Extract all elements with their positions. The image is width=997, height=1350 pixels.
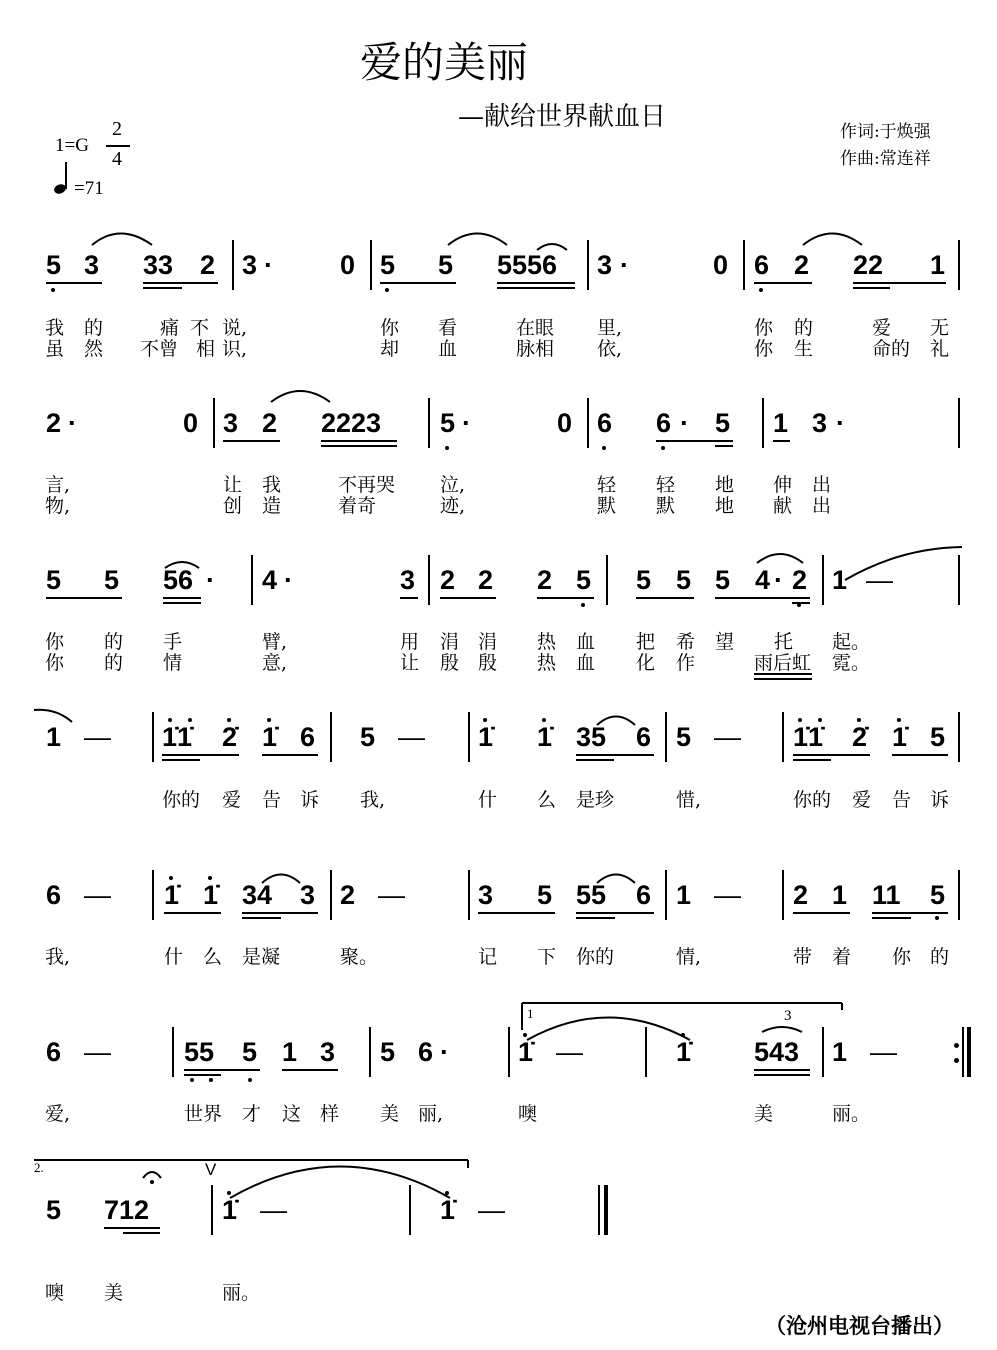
lyric: 言, xyxy=(45,474,71,496)
lyric: 爱 xyxy=(872,317,892,339)
lyric: 献 xyxy=(773,495,793,517)
note: 35 xyxy=(576,722,607,752)
dot: · xyxy=(264,250,273,280)
note: 1 xyxy=(676,880,692,910)
note: 3 xyxy=(300,880,316,910)
lyric: 噢 xyxy=(518,1103,538,1125)
lyric: 我, xyxy=(45,946,71,968)
note: 34 xyxy=(242,880,273,910)
note: 3 xyxy=(597,250,613,280)
lyric: 涓 xyxy=(440,631,460,653)
note: 1̇ xyxy=(262,722,278,752)
lyric: 在眼 xyxy=(516,317,555,339)
tempo-marking: =71 xyxy=(74,178,104,199)
lyric: 才 xyxy=(242,1103,262,1125)
lyric: 不 xyxy=(190,317,210,339)
note: 1 xyxy=(282,1037,298,1067)
note: 1 xyxy=(832,565,848,595)
note: 2 xyxy=(794,250,810,280)
note: 6 xyxy=(636,722,652,752)
note: 56 xyxy=(163,565,194,595)
dash: — xyxy=(714,722,741,752)
lyric: 情, xyxy=(676,946,702,968)
lyric: 的 xyxy=(104,652,124,674)
note: 2 xyxy=(537,565,553,595)
note: 6 xyxy=(46,880,62,910)
dot: · xyxy=(440,1037,449,1067)
note: 1̇ xyxy=(892,722,908,752)
lyric: 伸 xyxy=(773,474,793,496)
lyric: 地 xyxy=(715,495,735,517)
lyric: 你 xyxy=(754,338,774,360)
note: 2 xyxy=(440,565,456,595)
lyric: 雨后虹 xyxy=(754,652,812,674)
dot: · xyxy=(774,565,783,595)
dash: — xyxy=(478,1195,505,1225)
lyric: 是凝 xyxy=(242,946,281,968)
lyric: 你 xyxy=(380,317,400,339)
lyric: 轻 xyxy=(597,474,617,496)
note: 33 xyxy=(143,250,174,280)
lyric: 你的 xyxy=(793,789,832,811)
lyric: 依, xyxy=(597,338,623,360)
lyric: 丽。 xyxy=(222,1282,261,1304)
note: 3 xyxy=(242,250,258,280)
note: 2 xyxy=(340,880,356,910)
dash: — xyxy=(84,1037,111,1067)
dash: — xyxy=(714,880,741,910)
lyric: 噢 xyxy=(45,1282,65,1304)
dot: · xyxy=(836,408,845,438)
triplet-label: 3 xyxy=(784,1008,792,1024)
note: 1̇ xyxy=(478,722,494,752)
dot: · xyxy=(462,408,471,438)
lyric: 么 xyxy=(203,946,223,968)
note: 1̇ xyxy=(518,1037,534,1067)
lyric: 手 xyxy=(163,631,183,653)
note: 2 xyxy=(793,880,809,910)
note: 2 xyxy=(792,565,808,595)
note: 1 xyxy=(930,250,946,280)
lyric: 热 xyxy=(537,652,557,674)
note: 1̇ xyxy=(222,1195,238,1225)
note: 11 xyxy=(872,880,901,910)
lyric: 我 xyxy=(45,317,65,339)
lyric: 样 xyxy=(320,1103,340,1125)
note: 1 xyxy=(773,408,789,438)
note: 4 xyxy=(755,565,771,595)
note: 1 xyxy=(832,1037,848,1067)
note: 1̇ xyxy=(537,722,553,752)
lyric: 让 xyxy=(400,652,420,674)
note: 2 xyxy=(200,250,216,280)
lyric: 这 xyxy=(282,1103,302,1125)
lyric: 臂, xyxy=(262,631,288,653)
song-title: 爱的美丽 xyxy=(360,38,529,87)
note: 1̇1̇ xyxy=(793,722,824,752)
dash: — xyxy=(870,1037,897,1067)
lyric: 地 xyxy=(715,474,735,496)
lyric: 殷 xyxy=(440,652,460,674)
lyric: 是珍 xyxy=(576,789,615,811)
lyric: 希 xyxy=(676,631,696,653)
lyric: 着奇 xyxy=(338,495,377,517)
note: 55 xyxy=(576,880,607,910)
lyric: 爱 xyxy=(222,789,242,811)
lyric: 的 xyxy=(930,946,950,968)
note: 5 xyxy=(380,1037,396,1067)
lyric: 相 xyxy=(196,338,216,360)
volta-2-label: 2. xyxy=(34,1160,44,1175)
note: 4 xyxy=(262,565,278,595)
note: 543 xyxy=(754,1037,800,1067)
lyric: 作 xyxy=(676,652,696,674)
lyric: 你 xyxy=(892,946,912,968)
dot: · xyxy=(680,408,689,438)
lyric: 血 xyxy=(438,338,458,360)
rest: 0 xyxy=(557,408,573,438)
lyric: 什 xyxy=(164,946,184,968)
note: 6 xyxy=(754,250,770,280)
note: 6 xyxy=(636,880,652,910)
note: 3 xyxy=(223,408,239,438)
lyricist-credit: 作词:于焕强 xyxy=(840,122,931,142)
lyric: 然 xyxy=(84,338,104,360)
note: 5 xyxy=(438,250,454,280)
note: 5 xyxy=(380,250,396,280)
lyric: 什 xyxy=(478,789,498,811)
lyric: 爱, xyxy=(45,1103,71,1125)
note: 5 xyxy=(715,408,731,438)
lyric: 痛 xyxy=(160,317,180,339)
lyric: 化 xyxy=(636,652,656,674)
lyric: 造 xyxy=(262,495,282,517)
lyric: 血 xyxy=(576,652,596,674)
dot: · xyxy=(206,565,215,595)
lyric: 告 xyxy=(262,789,282,811)
lyric: 下 xyxy=(537,946,557,968)
song-subtitle: —献给世界献血日 xyxy=(458,102,667,132)
rest: 0 xyxy=(340,250,356,280)
lyric: 不曾 xyxy=(140,338,179,360)
note: 5 xyxy=(676,722,692,752)
lyric: 说, xyxy=(222,317,248,339)
rest: 0 xyxy=(713,250,729,280)
broadcast-note: （沧州电视台播出） xyxy=(765,1313,954,1338)
lyric: 热 xyxy=(537,631,557,653)
lyric: 生 xyxy=(794,338,814,360)
composer-credit: 作曲:常连祥 xyxy=(840,149,931,169)
note: 5 xyxy=(360,722,376,752)
lyric: 你 xyxy=(754,317,774,339)
note: 22 xyxy=(853,250,884,280)
note: 5 xyxy=(676,565,692,595)
dash: — xyxy=(84,722,111,752)
note: 3 xyxy=(478,880,494,910)
lyric: 识, xyxy=(222,338,248,360)
note: 6 xyxy=(46,1037,62,1067)
dash: — xyxy=(84,880,111,910)
note: 1̇ xyxy=(203,880,219,910)
lyric: 殷 xyxy=(478,652,498,674)
lyric: 诉 xyxy=(300,789,320,811)
dash: — xyxy=(556,1037,583,1067)
lyric: 你 xyxy=(45,652,65,674)
lyric: 美 xyxy=(754,1103,774,1125)
note: 2̇ xyxy=(222,722,238,752)
lyric: 着 xyxy=(832,946,852,968)
lyric: 丽, xyxy=(418,1103,444,1125)
lyric: 把 xyxy=(636,631,656,653)
note: 5 xyxy=(104,565,120,595)
note: 1 xyxy=(46,722,62,752)
note: 5 xyxy=(930,880,946,910)
dot: · xyxy=(620,250,629,280)
lyric: 命的 xyxy=(872,338,911,360)
lyric: 默 xyxy=(656,495,676,517)
note: 5 xyxy=(930,722,946,752)
dot: · xyxy=(284,565,293,595)
lyric: 用 xyxy=(400,631,420,653)
lyric: 情 xyxy=(163,652,183,674)
lyric: 默 xyxy=(597,495,617,517)
lyric: 轻 xyxy=(656,474,676,496)
lyric: 美 xyxy=(104,1282,124,1304)
lyric: 虽 xyxy=(45,338,65,360)
dash: — xyxy=(398,722,425,752)
note: 1̇1̇ xyxy=(162,722,193,752)
note: 6 xyxy=(300,722,316,752)
lyric: 不再哭 xyxy=(338,474,396,496)
lyric: 迹, xyxy=(440,495,466,517)
note: 3 xyxy=(400,565,416,595)
note: 5 xyxy=(46,250,62,280)
note: 5 xyxy=(440,408,456,438)
dash: — xyxy=(378,880,405,910)
lyric: 霓。 xyxy=(832,652,871,674)
note: 6 xyxy=(597,408,613,438)
note: 5 xyxy=(636,565,652,595)
lyric: 你 xyxy=(45,631,65,653)
lyric: 的 xyxy=(84,317,104,339)
note: 5 xyxy=(242,1037,258,1067)
note: 2 xyxy=(262,408,278,438)
lyric: 么 xyxy=(537,789,557,811)
dash: — xyxy=(260,1195,287,1225)
note: 3 xyxy=(320,1037,336,1067)
note: 6 xyxy=(656,408,672,438)
note: 2̇ xyxy=(852,722,868,752)
lyric: 涓 xyxy=(478,631,498,653)
lyric: 托 xyxy=(774,631,794,653)
lyric: 我 xyxy=(262,474,282,496)
note: 1̇ xyxy=(164,880,180,910)
lyric: 丽。 xyxy=(832,1103,871,1125)
note: 55 xyxy=(184,1037,215,1067)
note: 3 xyxy=(812,408,828,438)
lyric: 的 xyxy=(794,317,814,339)
dash: — xyxy=(866,565,893,595)
time-signature-bottom: 4 xyxy=(112,148,122,170)
lyric: 脉相 xyxy=(516,338,555,360)
note: 1̇ xyxy=(440,1195,456,1225)
note: 2 xyxy=(478,565,494,595)
lyric: 却 xyxy=(380,338,400,360)
note: 5 xyxy=(46,565,62,595)
key-signature: 1=G xyxy=(55,135,89,156)
lyric: 看 xyxy=(438,317,458,339)
note: 5556 xyxy=(497,250,558,280)
lyric: 血 xyxy=(576,631,596,653)
lyric: 记 xyxy=(478,946,498,968)
note: 5 xyxy=(46,1195,62,1225)
lyric: 出 xyxy=(812,474,832,496)
lyric: 的 xyxy=(104,631,124,653)
lyric: 美 xyxy=(380,1103,400,1125)
lyric: 礼 xyxy=(930,338,950,360)
dot: · xyxy=(68,408,77,438)
lyric: 无 xyxy=(930,317,950,339)
lyric: 出 xyxy=(812,495,832,517)
lyric: 聚。 xyxy=(340,946,379,968)
note: 2223 xyxy=(321,408,382,438)
note: 712 xyxy=(104,1195,150,1225)
lyric: 惜, xyxy=(676,789,702,811)
note: 1 xyxy=(832,880,848,910)
lyric: 里, xyxy=(597,317,623,339)
lyric: 带 xyxy=(793,946,813,968)
lyric: 让 xyxy=(223,474,243,496)
note: 5 xyxy=(537,880,553,910)
lyric: 世界 xyxy=(184,1103,223,1125)
lyric: 起。 xyxy=(832,631,871,653)
lyric: 我, xyxy=(360,789,386,811)
note: 5 xyxy=(576,565,592,595)
lyric: 你的 xyxy=(162,789,201,811)
lyric: 望 xyxy=(715,631,735,653)
breath-mark: V xyxy=(205,1160,217,1179)
lyric: 告 xyxy=(892,789,912,811)
lyric: 诉 xyxy=(930,789,950,811)
lyric: 意, xyxy=(262,652,288,674)
lyric: 物, xyxy=(45,495,71,517)
lyric: 泣, xyxy=(440,474,466,496)
note: 2 xyxy=(46,408,62,438)
rest: 0 xyxy=(183,408,199,438)
note: 1̇ xyxy=(676,1037,692,1067)
note: 6 xyxy=(418,1037,434,1067)
note: 3 xyxy=(84,250,100,280)
lyric: 创 xyxy=(223,495,243,517)
lyric: 你的 xyxy=(576,946,615,968)
volta-1-label: 1 xyxy=(527,1006,534,1021)
time-signature-top: 2 xyxy=(112,118,122,140)
lyric: 爱 xyxy=(852,789,872,811)
note: 5 xyxy=(715,565,731,595)
